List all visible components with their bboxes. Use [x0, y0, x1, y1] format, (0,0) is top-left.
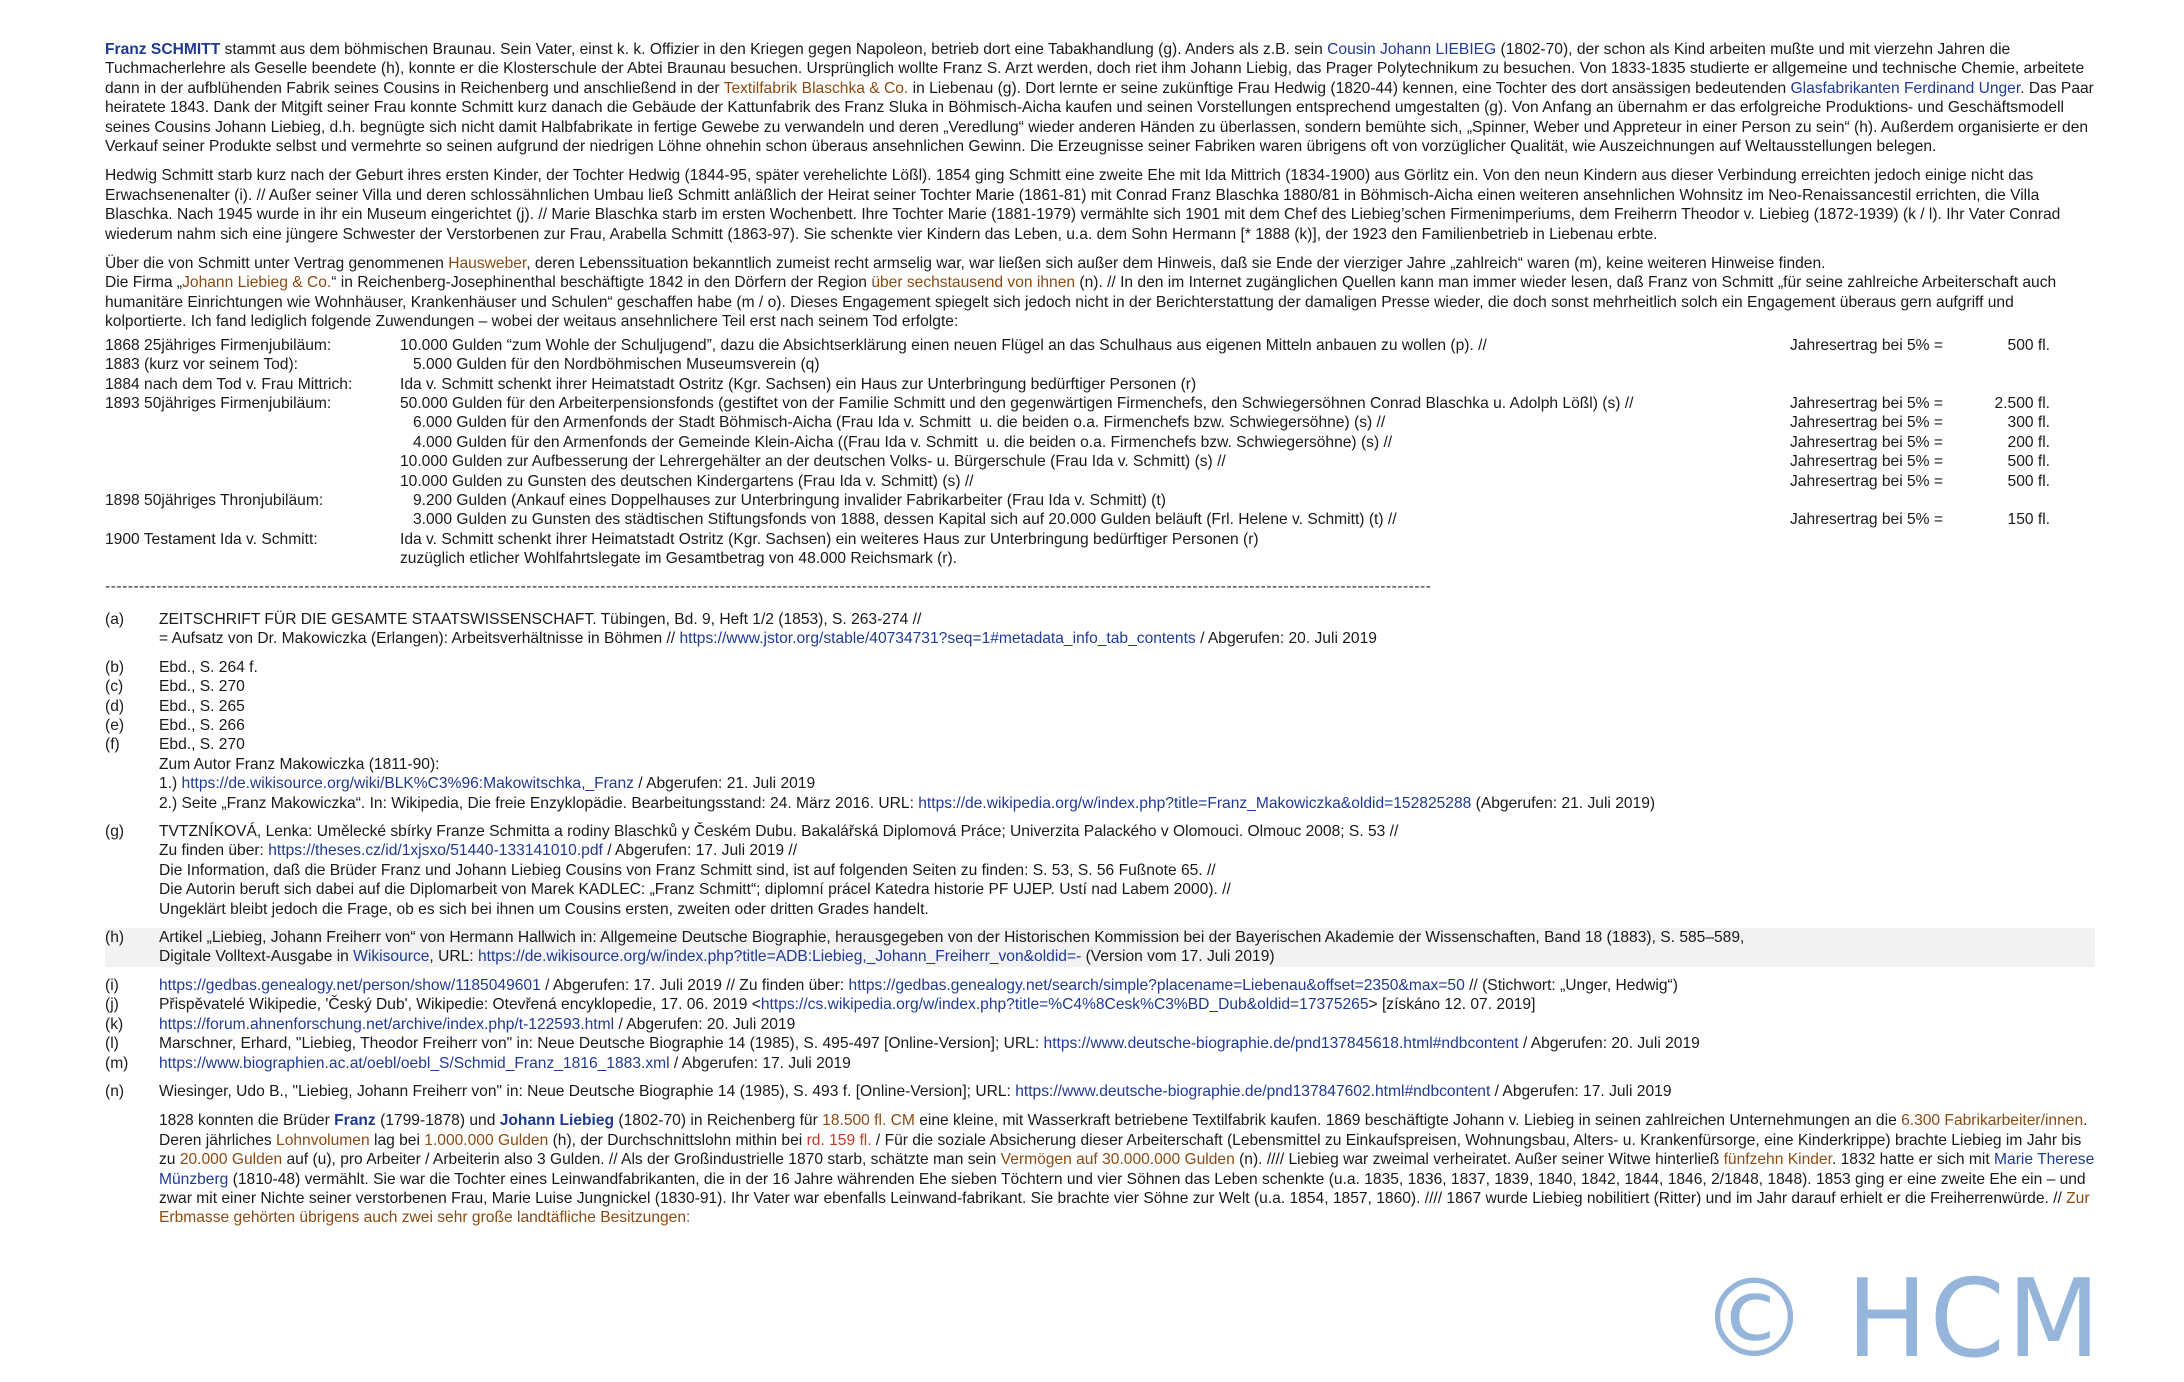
footnote-tag: (e)	[105, 717, 125, 734]
donation-yield-label: Jahresertrag bei 5% =	[1790, 336, 1943, 354]
link-cs-wikipedia[interactable]: https://cs.wikipedia.org/w/index.php?title=%C4%8Cesk%C3%BD_Dub&oldid=17375265	[760, 996, 1369, 1014]
footnote-tag: (n)	[105, 1082, 125, 1100]
donation-yield-value: 200 fl.	[2007, 433, 2050, 451]
footnote-tag: (k)	[105, 1015, 124, 1033]
donation-occasion: 1900 Testament Ida v. Schmitt:	[105, 530, 318, 548]
text-span: (h), der Durchschnittslohn mithin bei	[548, 1131, 807, 1149]
donation-description: 4.000 Gulden für den Armenfonds der Gemeinde Klein-Aicha ((Frau Ida v. Schmitt u. die beiden o.a. Firmenchefs bzw. Schwiegersöhne) (s) //	[400, 433, 1393, 451]
footnote-line: ZEITSCHRIFT FÜR DIE GESAMTE STAATSWISSENSCHAFT. Tübingen, Bd. 9, Heft 1/2 (1853), S. 263-274 //	[159, 610, 922, 628]
donation-yield-value: 150 fl.	[2007, 511, 2050, 529]
document-page	[105, 40, 2095, 1228]
donation-yield-value: 500 fl.	[2007, 472, 2050, 490]
donations-body	[105, 336, 2050, 569]
footnote-body	[159, 1034, 2095, 1053]
highlight-price: 18.500 fl. CM	[822, 1112, 915, 1130]
name-johann-liebieg: Johann Liebieg	[499, 1112, 615, 1130]
link-marie-therese[interactable]: Marie Therese Münzberg	[159, 1151, 2095, 1188]
donation-yield-label	[1790, 491, 1990, 510]
footnote-line	[159, 629, 2095, 648]
text-span: (Version vom 17. Juli 2019)	[1081, 948, 1275, 966]
donation-description: Ida v. Schmitt schenkt ihrer Heimatstadt Ostritz (Kgr. Sachsen) ein Haus zur Unterbringung bedürftiger Personen (r)	[400, 375, 1197, 393]
text-span: / Abgerufen: 17. Juli 2019	[1490, 1082, 1672, 1100]
footnote-line: Zum Autor Franz Makowiczka (1811-90):	[159, 755, 440, 773]
donation-yield-label: Jahresertrag bei 5% =	[1790, 394, 1943, 412]
link-gedbas-person[interactable]: https://gedbas.genealogy.net/person/show/1185049601	[159, 976, 541, 994]
text-span: Digitale Volltext-Ausgabe in	[159, 948, 354, 966]
text-span: 1.)	[159, 775, 182, 793]
footnote-tag: (l)	[105, 1035, 119, 1053]
name-franz-schmitt: Franz SCHMITT	[105, 41, 221, 58]
donation-yield-label: Jahresertrag bei 5% =	[1790, 433, 1943, 451]
hcm-watermark: © HCM	[1700, 1257, 2103, 1382]
text-span: (n). // In den im Internet zugänglichen Quellen kann man immer wieder lesen, daß Franz von Schmitt „für seine zahlreiche Arbeiterschaft auch humanitäre Einrichtungen wie Wohnhäuser, Krankenhäuser und Schulen“ geschaffen habe (m / o). Dieses Engagement spiegelt sich jedoch nicht in der Berichterstattung der damaligen Presse wieder, die doch sonst mehrheitlich solch ein Engagement überaus gern aufgriff und kolportierte. Ich fand lediglich folgende Zuwendungen – wobei der weitaus ansehnlichere Teil erst nach seinem Tod erfolgte:	[105, 274, 2057, 331]
footnote-line: Ebd., S. 270	[159, 736, 245, 754]
text-span: Marschner, Erhard, "Liebieg, Theodor Freiherr von" in: Neue Deutsche Biographie 14 (1985), S. 495-497 [Online-Version]; URL:	[159, 1035, 1044, 1053]
text-span: “ in Reichenberg-Josephinenthal beschäftigte 1842 in den Dörfern der Region	[331, 274, 872, 292]
footnote-line	[159, 841, 2095, 860]
footnote-e	[105, 716, 2095, 735]
donation-occasion: 1883 (kurz vor seinem Tod):	[105, 356, 298, 374]
text-span: // (Stichwort: „Unger, Hedwig“)	[1464, 976, 1678, 994]
donation-yield-value	[1990, 491, 2050, 510]
footnote-line	[159, 774, 2095, 793]
link-biographien-oebl[interactable]: https://www.biographien.ac.at/oebl/oebl_S/Schmid_Franz_1816_1883.xml	[159, 1054, 670, 1072]
donation-yield-label: Jahresertrag bei 5% =	[1790, 414, 1943, 432]
text-span: Přispěvatelé Wikipedie, 'Český Dub', Wikipedie: Otevřená encyklopedie, 17. 06. 2019 <	[159, 996, 761, 1014]
text-span: / Für die soziale Absicherung dieser Arbeiterschaft (Lebensmittel zu Einkaufspreisen, Wohnungsbau, Alters- u. Krankenfürsorge, eine Kinderkrippe) brachte Liebieg im Jahr bis zu	[159, 1131, 2082, 1169]
text-span: stammt aus dem böhmischen Braunau. Sein Vater, einst k. k. Offizier in den Kriegen gegen Napoleon, betrieb dort eine Tabakhandlung (g). Anders als z.B. sein	[220, 41, 1328, 58]
footnote-tag: (b)	[105, 658, 125, 676]
footnote-tag: (h)	[105, 929, 125, 947]
paragraph-intro	[105, 40, 2095, 156]
donation-occasion	[105, 472, 400, 491]
text-span: 2.) Seite „Franz Makowiczka“. In: Wikipedia, Die freie Enzyklopädie. Bearbeitungsstand: 24. März 2016. URL:	[159, 794, 919, 812]
text-span: / Abgerufen: 20. Juli 2019	[614, 1015, 796, 1033]
footnote-tag: (f)	[105, 736, 120, 754]
name-franz: Franz	[334, 1112, 376, 1130]
text-span: in Liebenau (g). Dort lernte er seine zukünftige Frau Hedwig (1820-44) kennen, eine Tochter des dort ansässigen bedeutenden	[908, 79, 1791, 97]
donation-row	[105, 413, 2050, 432]
highlight-million: 1.000.000 Gulden	[424, 1131, 549, 1149]
donation-description: 6.000 Gulden für den Armenfonds der Stadt Böhmisch-Aicha (Frau Ida v. Schmitt u. die beiden o.a. Firmenchefs bzw. Schwiegersöhne) (s) //	[400, 414, 1386, 432]
link-theses-cz[interactable]: https://theses.cz/id/1xjsxo/51440-133141010.pdf	[268, 842, 603, 860]
donation-occasion	[105, 413, 400, 432]
highlight-social: 20.000 Gulden	[179, 1151, 283, 1169]
text-span: / Abgerufen: 17. Juli 2019	[669, 1054, 851, 1072]
donation-yield-value: 2.500 fl.	[1994, 394, 2050, 412]
footnote-body: Ebd., S. 270	[159, 678, 245, 696]
link-deutsche-biographie-theodor[interactable]: https://www.deutsche-biographie.de/pnd137845618.html#ndbcontent	[1043, 1035, 1519, 1053]
text-span: / Abgerufen: 17. Juli 2019 // Zu finden über:	[540, 976, 849, 994]
highlight-fortune: Vermögen auf 30.000.000 Gulden	[1000, 1151, 1235, 1169]
donation-yield-value: 500 fl.	[2007, 453, 2050, 471]
paragraph-liebieg-brothers	[159, 1111, 2095, 1227]
text-span: Zu finden über:	[159, 842, 269, 860]
footnote-tag: (i)	[105, 976, 119, 994]
donation-row	[105, 355, 2050, 374]
donation-row	[105, 491, 2050, 510]
footnote-tag: (g)	[105, 823, 125, 841]
donation-occasion: 1868 25jähriges Firmenjubiläum:	[105, 336, 332, 354]
footnote-k	[105, 1015, 2095, 1034]
donation-row	[105, 549, 2050, 568]
donation-occasion	[105, 549, 400, 568]
footnote-line: Die Information, daß die Brüder Franz und Johann Liebieg Cousins von Franz Schmitt sind, ist auf folgenden Seiten zu finden: S. 53, S. 56 Fußnote 65. //	[159, 861, 1216, 879]
donation-yield-label: Jahresertrag bei 5% =	[1790, 511, 1943, 529]
donation-yield-value	[1990, 355, 2050, 374]
footnote-line: TVTZNÍKOVÁ, Lenka: Umělecké sbírky Franze Schmitta a rodiny Blaschků y Českém Dubu. Bakalářská Diplomová Práce; Univerzita Palackého v Olomouci. Olmouc 2008; S. 53 //	[159, 823, 1399, 841]
link-sechstausend[interactable]: über sechstausend von ihnen	[871, 274, 1076, 292]
footnote-body	[159, 995, 2095, 1014]
text-span: (n). //// Liebieg war zweimal verheiratet. Außer seiner Witwe hinterließ	[1234, 1151, 1724, 1169]
text-span: / Abgerufen: 20. Juli 2019	[1518, 1035, 1700, 1053]
text-span: Wiesinger, Udo B., "Liebieg, Johann Freiherr von" in: Neue Deutsche Biographie 14 (1985), S. 493 f. [Online-Version]; URL:	[159, 1082, 1016, 1100]
footnote-body: Ebd., S. 266	[159, 717, 245, 734]
footnote-body	[159, 1082, 2095, 1101]
footnote-j	[105, 995, 2095, 1014]
footnote-body	[159, 976, 2095, 995]
footnote-d	[105, 697, 2095, 716]
link-deutsche-biographie-johann[interactable]: https://www.deutsche-biographie.de/pnd137847602.html#ndbcontent	[1015, 1082, 1491, 1100]
donation-row	[105, 394, 2050, 413]
footnote-h	[105, 928, 2095, 967]
footnote-g	[105, 822, 2095, 919]
text-span: Die Firma „	[105, 274, 183, 292]
footnote-line: Ungeklärt bleibt jedoch die Frage, ob es sich bei ihnen um Cousins ersten, zweiten oder dritten Grades handelt.	[159, 900, 929, 918]
text-span: 1828 konnten die Brüder	[159, 1112, 335, 1130]
donation-description: Ida v. Schmitt schenkt ihrer Heimatstadt Ostritz (Kgr. Sachsen) ein weiteres Haus zur Unterbringung bedürftiger Personen (r)	[400, 530, 1259, 548]
link-gedbas-search[interactable]: https://gedbas.genealogy.net/search/simple?placename=Liebenau&offset=2350&max=50	[848, 976, 1465, 994]
donation-yield-value	[1990, 549, 2050, 568]
donation-occasion: 1893 50jähriges Firmenjubiläum:	[105, 394, 332, 412]
link-cousin-johann-liebieg[interactable]: Cousin Johann LIEBIEG	[1327, 41, 1497, 58]
donation-description: 10.000 Gulden “zum Wohle der Schuljugend”, dazu die Absichtserklärung einen neuen Flügel an das Schulhaus aus eigenen Mitteln anbauen zu wollen (p). //	[400, 336, 1487, 354]
link-jstor[interactable]: https://www.jstor.org/stable/40734731?seq=1#metadata_info_tab_contents	[679, 630, 1196, 648]
link-textilfabrik-blaschka[interactable]: Textilfabrik Blaschka & Co.	[723, 79, 909, 97]
donation-row	[105, 510, 2050, 529]
donation-yield-value	[1990, 530, 2050, 549]
link-wikisource-makowitschka[interactable]: https://de.wikisource.org/wiki/BLK%C3%96:Makowitschka,_Franz	[181, 775, 634, 793]
donation-yield-value: 300 fl.	[2007, 414, 2050, 432]
footnote-body	[159, 928, 2095, 967]
text-span: / Abgerufen: 20. Juli 2019	[1195, 630, 1377, 648]
donation-description: 10.000 Gulden zu Gunsten des deutschen Kindergartens (Frau Ida v. Schmitt) (s) //	[400, 472, 974, 490]
footnote-tag: (m)	[105, 1054, 129, 1072]
donation-row	[105, 336, 2050, 355]
footnote-tag: (a)	[105, 610, 125, 628]
highlight-lohnvolumen: Lohnvolumen	[276, 1131, 370, 1149]
paragraph-hedwig: Hedwig Schmitt starb kurz nach der Geburt ihres ersten Kinder, der Tochter Hedwig (1844-95, später verehelichte Lößl). 1854 ging Schmitt eine zweite Ehe mit Ida Mittrich (1834-1900) aus Görlitz ein. Von den neun Kindern aus dieser Verbindung erreichten jedoch einige nicht das Erwachsenenalter (i). // Außer seiner Villa und deren schlossähnlichen Umbau ließ Schmitt anläßlich der Heirat seiner Tochter Marie (1861-81) mit Conrad Franz Blaschka 1880/81 in Böhmisch-Aicha einen weiteren ansehnlichen Wohnsitz im Neo-Renaissancestil errichten, die Villa Blaschka. Nach 1945 wurde in ihr ein Museum eingerichtet (j). // Marie Blaschka starb im ersten Wochenbett. Ihre Tochter Marie (1881-1979) vermählte sich 1901 mit dem Chef des Liebieg’schen Firmenimperiums, dem Freiherrn Theodor v. Liebieg (1872-1939) (k / l). Ihr Vater Conrad wiederum nahm sich eine jüngere Schwester der Verstorbenen zur Frau, Arabella Schmitt (1863-97). Sie schenkte vier Kindern das Leben, u.a. dem Sohn Hermann [* 1888 (k)], der 1923 den Familienbetrieb in Liebenau erbte.	[105, 167, 2061, 243]
footnote-n	[105, 1082, 2095, 1101]
text-span: auf (u), pro Arbeiter / Arbeiterin also 3 Gulden. // Als der Großindustrielle 1870 starb, schätzte man sein	[282, 1151, 1001, 1169]
donation-occasion	[105, 510, 400, 529]
text-span: / Abgerufen: 17. Juli 2019 //	[602, 842, 798, 860]
donation-description: 5.000 Gulden für den Nordböhmischen Museumsverein (q)	[400, 356, 820, 374]
link-ahnenforschung[interactable]: https://forum.ahnenforschung.net/archive/index.php/t-122593.html	[159, 1015, 615, 1033]
donation-yield-value: 500 fl.	[2007, 336, 2050, 354]
donation-yield-label	[1790, 549, 1990, 568]
footnote-c	[105, 677, 2095, 696]
footnote-a	[105, 610, 2095, 649]
highlight-workers: 6.300 Fabrikarbeiter/innen	[1901, 1112, 2084, 1130]
link-johann-liebieg-co[interactable]: Johann Liebieg & Co.	[182, 274, 332, 292]
footnote-tag: (j)	[105, 996, 119, 1014]
footnote-body	[159, 610, 2095, 649]
link-adb-liebieg[interactable]: https://de.wikisource.org/w/index.php?title=ADB:Liebieg,_Johann_Freiherr_von&oldid=-	[477, 948, 1082, 966]
text-span: Über die von Schmitt unter Vertrag genommenen	[105, 255, 449, 273]
donation-description: 9.200 Gulden (Ankauf eines Doppelhauses zur Unterbringung invalider Fabrikarbeiter (Frau Ida v. Schmitt) (t)	[400, 491, 1166, 509]
footnote-body	[159, 822, 2095, 919]
highlight-children: fünfzehn Kinder	[1723, 1151, 1832, 1169]
donation-description: 10.000 Gulden zur Aufbesserung der Lehrergehälter an der deutschen Volks- u. Bürgerschule (Frau Ida v. Schmitt) (s) //	[400, 453, 1226, 471]
donation-description: zuzüglich etlicher Wohlfahrtslegate im Gesamtbetrag von 48.000 Reichsmark (r).	[400, 550, 957, 568]
donation-row	[105, 433, 2050, 452]
text-span: , deren Lebenssituation bekanntlich zumeist recht armselig war, war ließen sich außer dem Hinweis, daß sie Ende der vierziger Jahre „zahlreich“ waren (m), keine weiteren Hinweise finden.	[526, 255, 1826, 273]
footnote-line: Die Autorin beruft sich dabei auf die Diplomarbeit von Marek KADLEC: „Franz Schmitt“; diplomní prácel Katedra historie PF UJEP. Ustí nad Labem 2000). //	[159, 881, 1231, 899]
donation-yield-label	[1790, 355, 1990, 374]
highlight-erbmasse: Zur Erbmasse gehörten übrigens auch zwei sehr große landtäfliche Besitzungen:	[159, 1189, 2090, 1227]
footnote-tag: (c)	[105, 678, 124, 696]
footnote-b	[105, 658, 2095, 677]
donation-occasion: 1898 50jähriges Thronjubiläum:	[105, 491, 324, 509]
footnote-line: Artikel „Liebieg, Johann Freiherr von“ von Hermann Hallwich in: Allgemeine Deutsche Biographie, herausgegeben von der Historischen Kommission bei der Bayerischen Akademie der Wissenschaften, Band 18 (1883), S. 585–589,	[159, 929, 1745, 947]
donation-yield-value	[1990, 375, 2050, 394]
text-span: (1799-1878) und	[375, 1112, 500, 1130]
text-span: . Deren jährliches	[159, 1112, 2088, 1149]
text-span: = Aufsatz von Dr. Makowiczka (Erlangen): Arbeitsverhältnisse in Böhmen //	[159, 630, 680, 648]
donation-yield-label	[1790, 375, 1990, 394]
footnote-line	[159, 947, 2095, 966]
footnote-m	[105, 1054, 2095, 1073]
text-span: (1802-70), der schon als Kind arbeiten mußte und mit vierzehn Jahren die Tuchmacherlehre als Geselle beendete (h), konnte er die Klosterschule der Abtei Braunau besuchen. Ursprünglich wollte Franz S. Arzt werden, doch riet ihm Johann Liebig, das Prager Polytechnikum zu besuchen. Von 1833-1835 studierte er allgemeine und technische Chemie, arbeitete dann in der aufblühenden Fabrik seines Cousins in Reichenberg und anschließend in der	[105, 41, 2085, 97]
donation-occasion: 1884 nach dem Tod v. Frau Mittrich:	[105, 375, 353, 393]
highlight-avg-wage: rd. 159 fl.	[806, 1131, 872, 1149]
paragraph-hausweber	[105, 254, 2095, 332]
footnote-body: Ebd., S. 265	[159, 697, 245, 715]
donation-occasion	[105, 452, 400, 471]
footnote-body	[159, 735, 2095, 813]
footnote-line	[159, 794, 2095, 813]
text-span: > [získáno 12. 07. 2019]	[1368, 996, 1536, 1014]
link-hausweber[interactable]: Hausweber	[448, 255, 527, 273]
donation-yield-label	[1790, 530, 1990, 549]
text-span: (Abgerufen: 21. Juli 2019)	[1471, 794, 1656, 812]
donation-row	[105, 530, 2050, 549]
footnote-body	[159, 1054, 2095, 1073]
footnote-body	[159, 1015, 2095, 1034]
text-span: . 1832 hatte er sich mit	[1831, 1151, 1995, 1169]
link-wikipedia-makowiczka[interactable]: https://de.wikipedia.org/w/index.php?title=Franz_Makowiczka&oldid=152825288	[918, 794, 1472, 812]
text-span: (1802-70) in Reichenberg für	[614, 1112, 823, 1130]
text-span: , URL:	[429, 948, 478, 966]
text-span: (1810-48) vermählt. Sie war die Tochter eines Leinwandfabrikanten, die in der 16 Jahre währenden Ehe sieben Töchtern und vier Söhnen das Leben schenkte (u.a. 1835, 1836, 1837, 1839, 1840, 1842, 1844, 1846, 2/1848, 1848). 1853 ging er eine zweite Ehe ein – und zwar mit einer Nichte seiner verstorbenen Frau, Marie Luise Jungnickel (1830-91). Ihr Vater war ebenfalls Leinwand-fabrikant. Sie brachte vier Söhne zur Welt (u.a. 1854, 1857, 1860). //// 1867 wurde Liebieg nobilitiert (Ritter) und im Jahr darauf erhielt er die Freiherrenwürde. //	[159, 1170, 2086, 1207]
separator-line: -----------------------------------------------------------------------------------------------------------------------------------------------------------------------------------------------------------------------------------------	[105, 577, 1432, 595]
link-glasfabrikanten-unger[interactable]: Glasfabrikanten Ferdinand Unger	[1790, 79, 2021, 97]
text-span: . Das Paar heiratete 1843. Dank der Mitgift seiner Frau konnte Schmitt kurz danach die Gebäude der Kattunfabrik des Franz Sluka in Böhmisch-Aicha kaufen und seinen Vorstellungen entsprechend umgestalten (g). Von Anfang an übernahm er das erfolgreiche Produktions- und Geschäftsmodell seines Cousins Johann Liebieg, d.h. begnügte sich nicht damit Halbfabrikate in fertige Gewebe zu verwandeln und deren „Veredlung“ wieder anderen Händen zu überlassen, sondern bemühte sich, „Spinner, Weber und Appreteur in einer Person zu sein“ (h). Außerdem organisierte er den Verkauf seiner Produkte selbst und vermehrte so seinen aufgrund der niedrigen Löhne ohnehin schon überaus ansehnlichen Gewinn. Die Erzeugnisse seiner Fabriken waren übrigens oft von vorzüglicher Qualität, wie Auszeichnungen auf Weltausstellungen belegen.	[105, 79, 2094, 156]
donations-table	[105, 336, 2050, 569]
footnote-i	[105, 976, 2095, 995]
text-span: eine kleine, mit Wasserkraft betriebene Textilfabrik kaufen. 1869 beschäftigte Johann v. Liebieg in seinen zahlreichen Unternehmungen an die	[914, 1112, 1902, 1130]
footnote-l	[105, 1034, 2095, 1053]
text-span: / Abgerufen: 21. Juli 2019	[633, 775, 816, 793]
donation-yield-label: Jahresertrag bei 5% =	[1790, 453, 1943, 471]
footnote-body: Ebd., S. 264 f.	[159, 658, 258, 676]
donation-yield-label: Jahresertrag bei 5% =	[1790, 472, 1943, 490]
donation-description: 3.000 Gulden zu Gunsten des städtischen Stiftungsfonds von 1888, dessen Kapital sich auf 20.000 Gulden beläuft (Frl. Helene v. Schmitt) (t) //	[400, 511, 1397, 529]
text-span: lag bei	[369, 1131, 425, 1149]
donation-row	[105, 375, 2050, 394]
donation-occasion	[105, 433, 400, 452]
donation-row	[105, 452, 2050, 471]
donation-description: 50.000 Gulden für den Arbeiterpensionsfonds (gestiftet von der Familie Schmitt und den gegenwärtigen Firmenchefs, den Schwiegersöhnen Conrad Blaschka u. Adolph Lößl) (s) //	[400, 394, 1634, 412]
footnote-tag: (d)	[105, 697, 125, 715]
donation-row	[105, 472, 2050, 491]
link-wikisource[interactable]: Wikisource	[353, 948, 430, 966]
footnote-f	[105, 735, 2095, 813]
